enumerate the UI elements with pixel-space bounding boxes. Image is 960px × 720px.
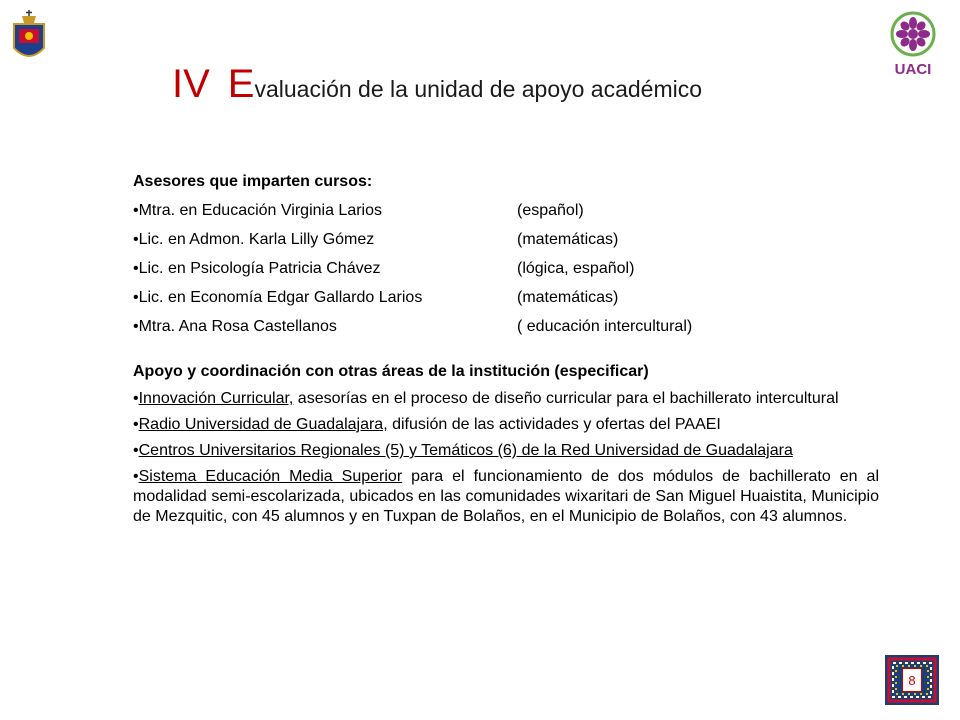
slide-content: [133, 170, 879, 533]
advisor-row: [133, 199, 879, 222]
advisor-name: •Lic. en Psicología Patricia Chávez: [133, 260, 381, 277]
uaci-logo: [878, 10, 948, 80]
advisor-subject: ( educación intercultural): [517, 318, 693, 335]
title-roman-numeral: IV: [172, 62, 210, 106]
title-capital-letter: E: [227, 62, 255, 106]
advisor-name: •Lic. en Admon. Karla Lilly Gómez: [133, 231, 375, 248]
support-item: •Radio Universidad de Guadalajara, difusión de las actividades y ofertas del PAAEI: [133, 416, 721, 433]
advisor-subject: (lógica, español): [517, 260, 635, 277]
support-link: Radio Universidad de Guadalajara,: [138, 416, 388, 433]
advisor-name: •Mtra. en Educación Virginia Larios: [133, 202, 382, 219]
advisors-heading: Asesores que imparten cursos:: [133, 173, 373, 190]
advisor-name: •Mtra. Ana Rosa Castellanos: [133, 318, 337, 335]
page-number-badge: [885, 655, 939, 705]
support-item: •Innovación Curricular, asesorías en el proceso de diseño curricular para el bachillerato intercultural: [133, 390, 839, 407]
advisor-row: [133, 286, 879, 309]
svg-text:UACI: UACI: [894, 61, 932, 78]
advisor-subject: (matemáticas): [517, 289, 619, 306]
support-item: •Centros Universitarios Regionales (5) y Temáticos (6) de la Red Universidad de Guadalajara: [133, 442, 793, 459]
support-link: Centros Universitarios Regionales (5) y Temáticos (6) de la Red Universidad de Guadalajara: [138, 442, 793, 459]
support-item: •Sistema Educación Media Superior para el funcionamiento de dos módulos de bachillerato en al modalidad semi-escolarizada, ubicados en las comunidades wixaritari de San Miguel Huaistita, Municipio de Mezquitic, con 45 alumnos y en Tuxpan de Bolaños, en el Municipio de Bolaños, con 43 alumnos.: [133, 468, 880, 525]
support-link: Sistema Educación Media Superior: [138, 468, 403, 485]
advisor-subject: (matemáticas): [517, 231, 619, 248]
advisor-row: [133, 315, 879, 338]
support-link: Innovación Curricular,: [138, 390, 294, 407]
advisor-row: [133, 257, 879, 280]
support-heading: Apoyo y coordinación con otras áreas de la institución (especificar): [133, 363, 649, 380]
page-number: 8: [902, 668, 922, 692]
advisor-name: •Lic. en Economía Edgar Gallardo Larios: [133, 289, 423, 306]
title-rest: valuación de la unidad de apoyo académico: [254, 76, 703, 102]
advisor-row: [133, 228, 879, 251]
university-crest-logo: [8, 10, 50, 66]
advisor-subject: (español): [517, 202, 584, 219]
page-title: [172, 62, 702, 107]
